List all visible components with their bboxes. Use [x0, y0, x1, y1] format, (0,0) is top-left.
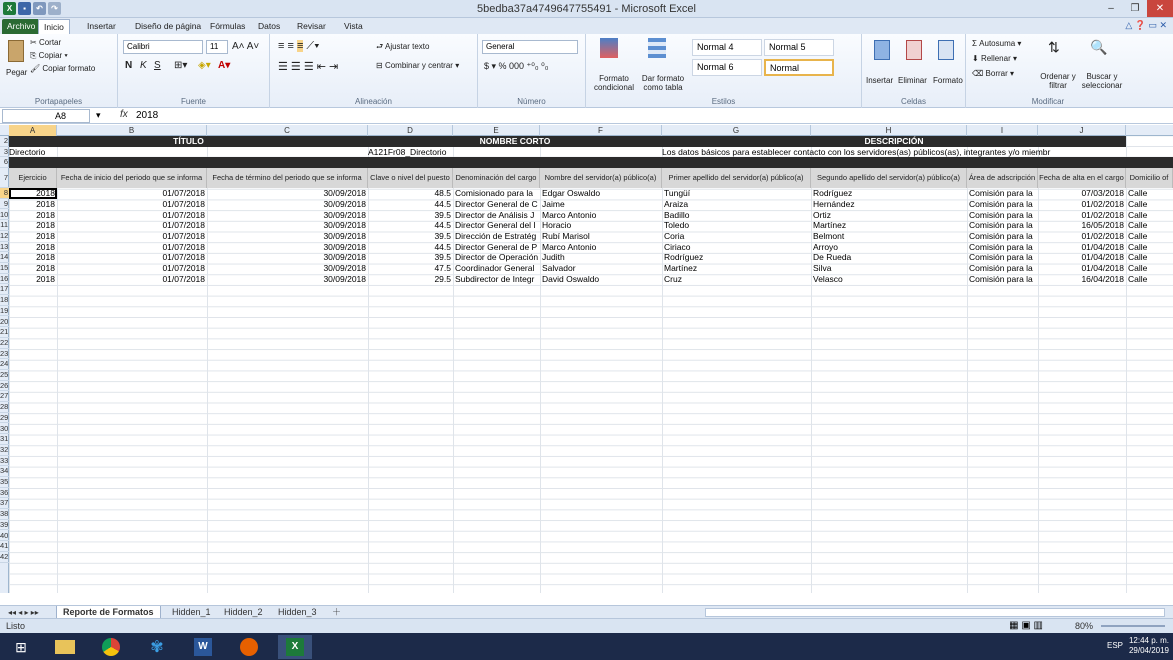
table-cell[interactable]: Horacio: [542, 220, 572, 231]
table-cell[interactable]: Marco Antonio: [542, 209, 597, 220]
table-cell[interactable]: Rodríguez: [813, 188, 853, 199]
row-header[interactable]: 22: [0, 337, 9, 347]
row-header[interactable]: 35: [0, 477, 9, 486]
merge-icon: ⊟: [376, 61, 385, 70]
column-header-d[interactable]: D: [368, 125, 453, 136]
excel-logo-icon: X: [3, 2, 16, 15]
column-label[interactable]: Primer apellido del servidor(a) público(a): [662, 168, 811, 188]
table-cell[interactable]: 01/07/2018: [162, 230, 205, 241]
row-header[interactable]: 13: [0, 241, 9, 251]
table-cell[interactable]: 16/04/2018: [1081, 273, 1124, 284]
table-cell[interactable]: 07/03/2018: [1081, 188, 1124, 199]
insert-cells-icon[interactable]: [874, 40, 890, 60]
tab-vista[interactable]: Vista: [344, 21, 363, 31]
table-cell[interactable]: Calle: [1128, 273, 1148, 284]
sheet-tab-hidden3[interactable]: Hidden_3: [278, 607, 317, 617]
table-cell[interactable]: Comisión para la: [969, 198, 1033, 209]
row-header[interactable]: 17: [0, 284, 9, 294]
table-cell[interactable]: 30/09/2018: [323, 198, 366, 209]
row-header[interactable]: 23: [0, 348, 9, 358]
system-clock[interactable]: [1129, 636, 1169, 656]
copy-icon: ⎘: [30, 51, 39, 60]
table-cell[interactable]: 01/07/2018: [162, 263, 205, 273]
undo-icon[interactable]: ↶: [33, 2, 46, 15]
table-cell[interactable]: Ciriaco: [664, 241, 691, 252]
band-descripcion: DESCRIPCIÓN: [662, 136, 1126, 147]
paste-icon[interactable]: [8, 40, 24, 62]
table-cell[interactable]: Calle: [1128, 198, 1148, 209]
table-cell[interactable]: David Oswaldo: [542, 273, 600, 284]
column-label[interactable]: Fecha de término del periodo que se informa: [207, 168, 368, 188]
tab-inicio[interactable]: Inicio: [38, 19, 70, 34]
worksheet-grid[interactable]: [0, 125, 1173, 593]
group-label: Modificar: [1031, 97, 1065, 106]
table-cell[interactable]: 01/07/2018: [162, 252, 205, 263]
font-size-select[interactable]: 11: [206, 40, 228, 54]
italic-button[interactable]: K: [140, 60, 147, 71]
title-bar: [0, 0, 1173, 18]
row-header[interactable]: 3: [0, 147, 9, 158]
table-cell[interactable]: Calle: [1128, 230, 1148, 241]
row-header[interactable]: 14: [0, 252, 9, 262]
table-cell[interactable]: 01/07/2018: [162, 188, 205, 199]
table-cell[interactable]: 30/09/2018: [323, 188, 366, 199]
table-cell[interactable]: Toledo: [664, 220, 690, 231]
table-cell[interactable]: Comisión para la: [969, 252, 1033, 263]
table-cell[interactable]: 39.5: [434, 252, 451, 263]
cell-descripcion[interactable]: Los datos básicos para establecer contacto con los servidores(as) públicos(as), integrantes y/o miembr: [662, 146, 1051, 157]
table-cell[interactable]: Belmont: [813, 230, 845, 241]
table-cell[interactable]: Martínez: [664, 263, 698, 273]
tab-formulas[interactable]: Fórmulas: [210, 21, 246, 31]
minimize-icon[interactable]: –: [1108, 3, 1114, 14]
table-cell[interactable]: Cruz: [664, 273, 682, 284]
column-header-g[interactable]: G: [662, 125, 811, 136]
table-cell[interactable]: 2018: [36, 230, 55, 241]
align-top-icon[interactable]: ≡ ≡ ≡ ⟋▾: [278, 40, 320, 52]
table-cell[interactable]: De Rueda: [813, 252, 852, 263]
table-cell[interactable]: Calle: [1128, 188, 1148, 199]
bold-button[interactable]: N: [125, 60, 133, 71]
row-header[interactable]: 16: [0, 273, 9, 283]
binoculars-icon[interactable]: 🔍: [1090, 39, 1108, 55]
delete-button[interactable]: Eliminar: [898, 76, 927, 85]
table-cell[interactable]: Martínez: [813, 220, 847, 231]
align-left-icon[interactable]: ☰ ☰ ☰ ⇤ ⇥: [278, 61, 339, 73]
table-cell[interactable]: 01/04/2018: [1081, 252, 1124, 263]
style-normal-6[interactable]: Normal 6: [692, 59, 762, 76]
row-header[interactable]: 8: [0, 188, 9, 199]
row-header[interactable]: 36: [0, 487, 9, 497]
table-cell[interactable]: 01/07/2018: [162, 273, 205, 284]
cut-button[interactable]: ✂ Cortar: [30, 38, 62, 47]
column-header-i[interactable]: I: [967, 125, 1038, 136]
row-header[interactable]: 19: [0, 305, 9, 315]
group-fuente: [118, 34, 270, 108]
row-header[interactable]: 11: [0, 220, 8, 230]
underline-button[interactable]: S: [154, 60, 161, 71]
table-cell[interactable]: 29.5: [434, 273, 451, 284]
format-cells-icon[interactable]: [938, 40, 954, 60]
number-format-select[interactable]: General: [482, 40, 578, 54]
sheet-tab-hidden1[interactable]: Hidden_1: [172, 607, 211, 617]
table-cell[interactable]: 44.5: [434, 220, 451, 231]
table-cell[interactable]: 39.5: [434, 209, 451, 220]
table-cell[interactable]: 48.5: [434, 188, 451, 199]
column-header-c[interactable]: C: [207, 125, 368, 136]
table-cell[interactable]: Judith: [542, 252, 565, 263]
column-label[interactable]: Domicilio of: [1126, 168, 1173, 188]
maximize-icon[interactable]: ❐: [1130, 3, 1140, 14]
chrome-icon[interactable]: [94, 635, 128, 659]
table-cell[interactable]: Calle: [1128, 263, 1148, 273]
row-header[interactable]: 15: [0, 263, 9, 272]
ribbon-tabs: [0, 18, 1173, 34]
autosum-button[interactable]: Σ Autosuma ▾: [972, 39, 1022, 48]
font-grow-icon[interactable]: A˄ A˅: [232, 41, 260, 52]
row-header[interactable]: 42: [0, 551, 9, 561]
cell-area[interactable]: [9, 136, 1173, 593]
sigma-icon: Σ: [972, 39, 980, 48]
row-header[interactable]: 39: [0, 519, 9, 529]
column-header-b[interactable]: B: [57, 125, 207, 136]
column-headers: [0, 125, 1173, 136]
table-cell[interactable]: Silva: [813, 263, 832, 273]
row-header[interactable]: 32: [0, 444, 9, 454]
view-normal-icon[interactable]: ▦ ▣ ▥: [1009, 620, 1043, 631]
table-cell[interactable]: 2018: [36, 198, 55, 209]
paste-button[interactable]: Pegar: [6, 68, 28, 77]
redo-icon[interactable]: ↷: [48, 2, 61, 15]
status-ready: Listo: [6, 621, 26, 631]
group-label: Número: [517, 97, 546, 106]
row-headers: [0, 136, 9, 593]
firefox-icon[interactable]: [232, 635, 266, 659]
style-normal-5[interactable]: Normal 5: [764, 39, 834, 56]
clear-button[interactable]: ⌫ Borrar ▾: [972, 69, 1015, 78]
excel-taskbar-icon[interactable]: X: [278, 635, 312, 659]
sort-filter-button[interactable]: Ordenar y filtrar: [1040, 72, 1076, 90]
save-icon[interactable]: ▪: [18, 2, 31, 15]
row-header[interactable]: 21: [0, 327, 9, 337]
table-cell[interactable]: Comisión para la: [969, 263, 1033, 273]
table-cell[interactable]: Comisión para la: [969, 220, 1033, 231]
table-cell[interactable]: 01/02/2018: [1081, 198, 1124, 209]
row-header[interactable]: 27: [0, 391, 9, 401]
sheet-nav-icon[interactable]: ◂◂ ◂ ▸ ▸▸: [8, 608, 39, 617]
row-header[interactable]: 41: [0, 541, 9, 551]
copy-button[interactable]: ⎘ Copiar ▾: [30, 51, 68, 60]
tab-diseno[interactable]: Diseño de página: [135, 21, 202, 31]
table-cell[interactable]: 2018: [36, 209, 55, 220]
table-cell[interactable]: Subdirector de Integr: [455, 273, 535, 284]
table-cell[interactable]: Calle: [1128, 252, 1148, 263]
row-header[interactable]: 18: [0, 295, 9, 305]
horizontal-scrollbar[interactable]: [705, 608, 1165, 617]
table-cell[interactable]: 30/09/2018: [323, 263, 366, 273]
table-cell[interactable]: 30/09/2018: [323, 241, 366, 252]
table-cell[interactable]: Calle: [1128, 209, 1148, 220]
wrap-text-icon: ⮐: [376, 42, 385, 51]
row-header[interactable]: 33: [0, 455, 9, 465]
window-title: 5bedba37a4749647755491 - Microsoft Excel: [477, 3, 696, 15]
column-header-h[interactable]: H: [811, 125, 967, 136]
table-cell[interactable]: 30/09/2018: [323, 273, 366, 284]
borders-icon[interactable]: ⊞▾: [174, 60, 188, 71]
table-cell[interactable]: Ortiz: [813, 209, 831, 220]
table-cell[interactable]: Coordinador General: [455, 263, 535, 273]
row-header[interactable]: 26: [0, 380, 9, 390]
column-label[interactable]: Nombre del servidor(a) público(a): [540, 168, 662, 188]
table-cell[interactable]: Director General de C: [455, 198, 538, 209]
conditional-format-button[interactable]: Formato condicional: [593, 74, 635, 92]
row-header[interactable]: 30: [0, 423, 9, 433]
table-cell[interactable]: Comisión para la: [969, 230, 1033, 241]
row-header[interactable]: 6: [0, 157, 9, 168]
table-cell[interactable]: Coria: [664, 230, 685, 241]
table-cell[interactable]: Marco Antonio: [542, 241, 597, 252]
table-cell[interactable]: 39.5: [434, 230, 451, 241]
table-cell[interactable]: 47.5: [434, 263, 451, 273]
cell-directorio[interactable]: Directorio: [9, 146, 46, 157]
style-normal-4[interactable]: Normal 4: [692, 39, 762, 56]
row-header[interactable]: 34: [0, 466, 9, 476]
table-cell[interactable]: Badillo: [664, 209, 690, 220]
table-cell[interactable]: Rubí Marisol: [542, 230, 590, 241]
group-estilos: [586, 34, 862, 108]
sheet-tab-reporte[interactable]: Reporte de Formatos: [56, 606, 161, 619]
table-cell[interactable]: Director de Operación: [455, 252, 539, 263]
style-normal[interactable]: Normal: [764, 59, 834, 76]
help-icon[interactable]: △ ❓ ▭ ✕: [1125, 20, 1167, 30]
column-header-e[interactable]: E: [453, 125, 540, 136]
table-cell[interactable]: 2018: [36, 263, 55, 273]
fill-color-icon[interactable]: ◈▾: [198, 60, 211, 71]
delete-cells-icon[interactable]: [906, 40, 922, 60]
ribbon: [0, 34, 1173, 108]
name-box[interactable]: A8: [2, 109, 90, 123]
word-icon[interactable]: W: [186, 635, 220, 659]
table-cell[interactable]: Jaime: [542, 198, 565, 209]
table-cell[interactable]: Director General de P: [455, 241, 538, 252]
table-cell[interactable]: 01/07/2018: [162, 209, 205, 220]
cell-nombre-corto[interactable]: A121Fr08_Directorio: [368, 146, 447, 157]
table-cell[interactable]: Salvador: [542, 263, 576, 273]
row-header[interactable]: 20: [0, 316, 9, 326]
table-cell[interactable]: 2018: [36, 188, 55, 199]
table-cell[interactable]: Calle: [1128, 241, 1148, 252]
fx-icon[interactable]: fx: [120, 109, 128, 120]
group-label: Celdas: [901, 97, 926, 106]
font-color-icon[interactable]: A▾: [218, 60, 231, 71]
row-header[interactable]: 40: [0, 530, 9, 540]
table-cell[interactable]: 01/04/2018: [1081, 263, 1124, 273]
table-cell[interactable]: Araiza: [664, 198, 689, 209]
conditional-format-icon[interactable]: [600, 38, 618, 58]
new-sheet-icon[interactable]: ＋: [332, 607, 342, 617]
table-cell[interactable]: Director de Análisis J: [455, 209, 535, 220]
table-cell[interactable]: 30/09/2018: [323, 252, 366, 263]
clock-date: 29/04/2019: [1128, 646, 1169, 655]
table-cell[interactable]: Edgar Oswaldo: [542, 188, 601, 199]
tab-archivo[interactable]: Archivo: [2, 19, 40, 34]
column-label[interactable]: Fecha de inicio del periodo que se informa: [57, 168, 207, 188]
group-portapapeles: [0, 34, 118, 108]
sheet-tab-bar: [0, 605, 1173, 618]
name-box-dropdown-icon[interactable]: ▾: [96, 110, 101, 120]
table-cell[interactable]: 01/07/2018: [162, 220, 205, 231]
windows-start-icon[interactable]: ⊞: [15, 638, 27, 655]
table-cell[interactable]: 2018: [36, 273, 55, 284]
group-label: Fuente: [181, 97, 206, 106]
group-numero: [478, 34, 586, 108]
formula-bar: [0, 108, 1173, 124]
table-cell[interactable]: 30/09/2018: [323, 209, 366, 220]
zoom-slider[interactable]: [1101, 625, 1165, 627]
sort-filter-icon[interactable]: ⇅: [1048, 39, 1060, 55]
table-cell[interactable]: 2018: [36, 220, 55, 231]
language-indicator[interactable]: ESP: [1106, 641, 1123, 650]
format-as-table-button[interactable]: Dar formato como tabla: [641, 74, 685, 92]
table-cell[interactable]: 01/04/2018: [1081, 241, 1124, 252]
table-cell[interactable]: 2018: [36, 252, 55, 263]
formula-input[interactable]: 2018: [136, 110, 159, 121]
font-name-select[interactable]: Calibri: [123, 40, 203, 54]
row-header[interactable]: 7: [0, 168, 9, 188]
table-cell[interactable]: Dirección de Estratég: [455, 230, 537, 241]
column-label[interactable]: Ejercicio: [9, 168, 57, 188]
row-header[interactable]: 12: [0, 230, 9, 240]
table-cell[interactable]: Hernández: [813, 198, 855, 209]
column-label[interactable]: Fecha de alta en el cargo: [1038, 168, 1126, 188]
eraser-icon: ⌫: [972, 69, 986, 78]
column-label[interactable]: Segundo apellido del servidor(a) público(a): [811, 168, 967, 188]
tab-datos[interactable]: Datos: [258, 21, 281, 31]
band-titulo: TÍTULO: [9, 136, 368, 147]
group-label: Estilos: [711, 97, 736, 106]
table-cell[interactable]: 01/07/2018: [162, 241, 205, 252]
group-alineacion: [270, 34, 478, 108]
row-header[interactable]: 37: [0, 498, 9, 508]
group-label: Portapapeles: [34, 97, 83, 106]
row-header[interactable]: 28: [0, 402, 9, 412]
table-cell[interactable]: Velasco: [813, 273, 843, 284]
table-cell[interactable]: 01/07/2018: [162, 198, 205, 209]
format-button[interactable]: Formato: [933, 76, 963, 85]
row-header[interactable]: 29: [0, 412, 9, 422]
table-cell[interactable]: Comisión para la: [969, 209, 1033, 220]
column-header-f[interactable]: F: [540, 125, 662, 136]
fill-down-icon: ⬇: [972, 54, 981, 63]
status-bar: [0, 618, 1173, 633]
table-cell[interactable]: Comisionado para la: [455, 188, 533, 199]
close-icon[interactable]: ✕: [1147, 0, 1173, 17]
tab-revisar[interactable]: Revisar: [297, 21, 326, 31]
table-cell[interactable]: 44.5: [434, 241, 451, 252]
table-cell[interactable]: 30/09/2018: [323, 220, 366, 231]
table-cell[interactable]: 30/09/2018: [323, 230, 366, 241]
row-header[interactable]: 9: [0, 199, 9, 210]
column-header-j[interactable]: J: [1038, 125, 1126, 136]
currency-icon[interactable]: $ ▾ % 000 ⁺⁰₀ ⁰₀: [484, 61, 549, 71]
sheet-tab-hidden2[interactable]: Hidden_2: [224, 607, 263, 617]
column-header-a[interactable]: A: [9, 125, 57, 136]
wrap-text-button[interactable]: ⮐ Ajustar texto: [376, 42, 430, 51]
group-celdas: [862, 34, 966, 108]
format-painter-button[interactable]: 🖌 Copiar formato: [30, 64, 96, 73]
band-row6: [9, 157, 1173, 168]
insert-button[interactable]: Insertar: [866, 76, 894, 85]
brush-icon: 🖌: [30, 64, 43, 73]
row-header[interactable]: 25: [0, 370, 9, 379]
table-cell[interactable]: Tungüí: [664, 188, 691, 199]
merge-center-button[interactable]: ⊟ Combinar y centrar ▾: [376, 61, 460, 70]
format-table-icon[interactable]: [648, 38, 666, 58]
table-cell[interactable]: 2018: [36, 241, 55, 252]
row-header[interactable]: 2: [0, 136, 9, 147]
column-label[interactable]: Área de adscripción: [967, 168, 1038, 188]
table-cell[interactable]: Comisión para la: [969, 273, 1033, 284]
app-icon[interactable]: ✾: [150, 639, 164, 656]
table-cell[interactable]: Director General del I: [455, 220, 536, 231]
table-cell[interactable]: Arroyo: [813, 241, 839, 252]
table-cell[interactable]: Comisión para la: [969, 241, 1033, 252]
table-cell[interactable]: 44.5: [434, 198, 451, 209]
clock-time: 12:44 p. m.: [1128, 636, 1169, 645]
group-label: Alineación: [355, 97, 392, 106]
table-cell[interactable]: Comisión para la: [969, 188, 1033, 199]
fill-button[interactable]: ⬇ Rellenar ▾: [972, 54, 1017, 63]
tab-insertar[interactable]: Insertar: [87, 21, 116, 31]
row-header[interactable]: 38: [0, 509, 9, 519]
row-header[interactable]: 31: [0, 434, 9, 444]
group-modificar: [966, 34, 1130, 108]
row-header[interactable]: 10: [0, 209, 9, 219]
table-cell[interactable]: 01/02/2018: [1081, 230, 1124, 241]
table-cell[interactable]: Rodríguez: [664, 252, 704, 263]
taskbar: [0, 633, 1173, 660]
band-nombre-corto: NOMBRE CORTO: [368, 136, 662, 147]
zoom-level[interactable]: 80%: [1074, 621, 1093, 631]
file-explorer-icon[interactable]: [48, 635, 82, 659]
table-cell[interactable]: 16/05/2018: [1081, 220, 1124, 231]
row-header[interactable]: 24: [0, 359, 9, 369]
column-label[interactable]: Clave o nivel del puesto: [368, 168, 453, 188]
find-select-button[interactable]: Buscar y seleccionar: [1081, 72, 1123, 90]
table-cell[interactable]: 01/02/2018: [1081, 209, 1124, 220]
table-cell[interactable]: Calle: [1128, 220, 1148, 231]
scissors-icon: ✂: [30, 38, 39, 47]
column-label[interactable]: Denominación del cargo: [453, 168, 540, 188]
